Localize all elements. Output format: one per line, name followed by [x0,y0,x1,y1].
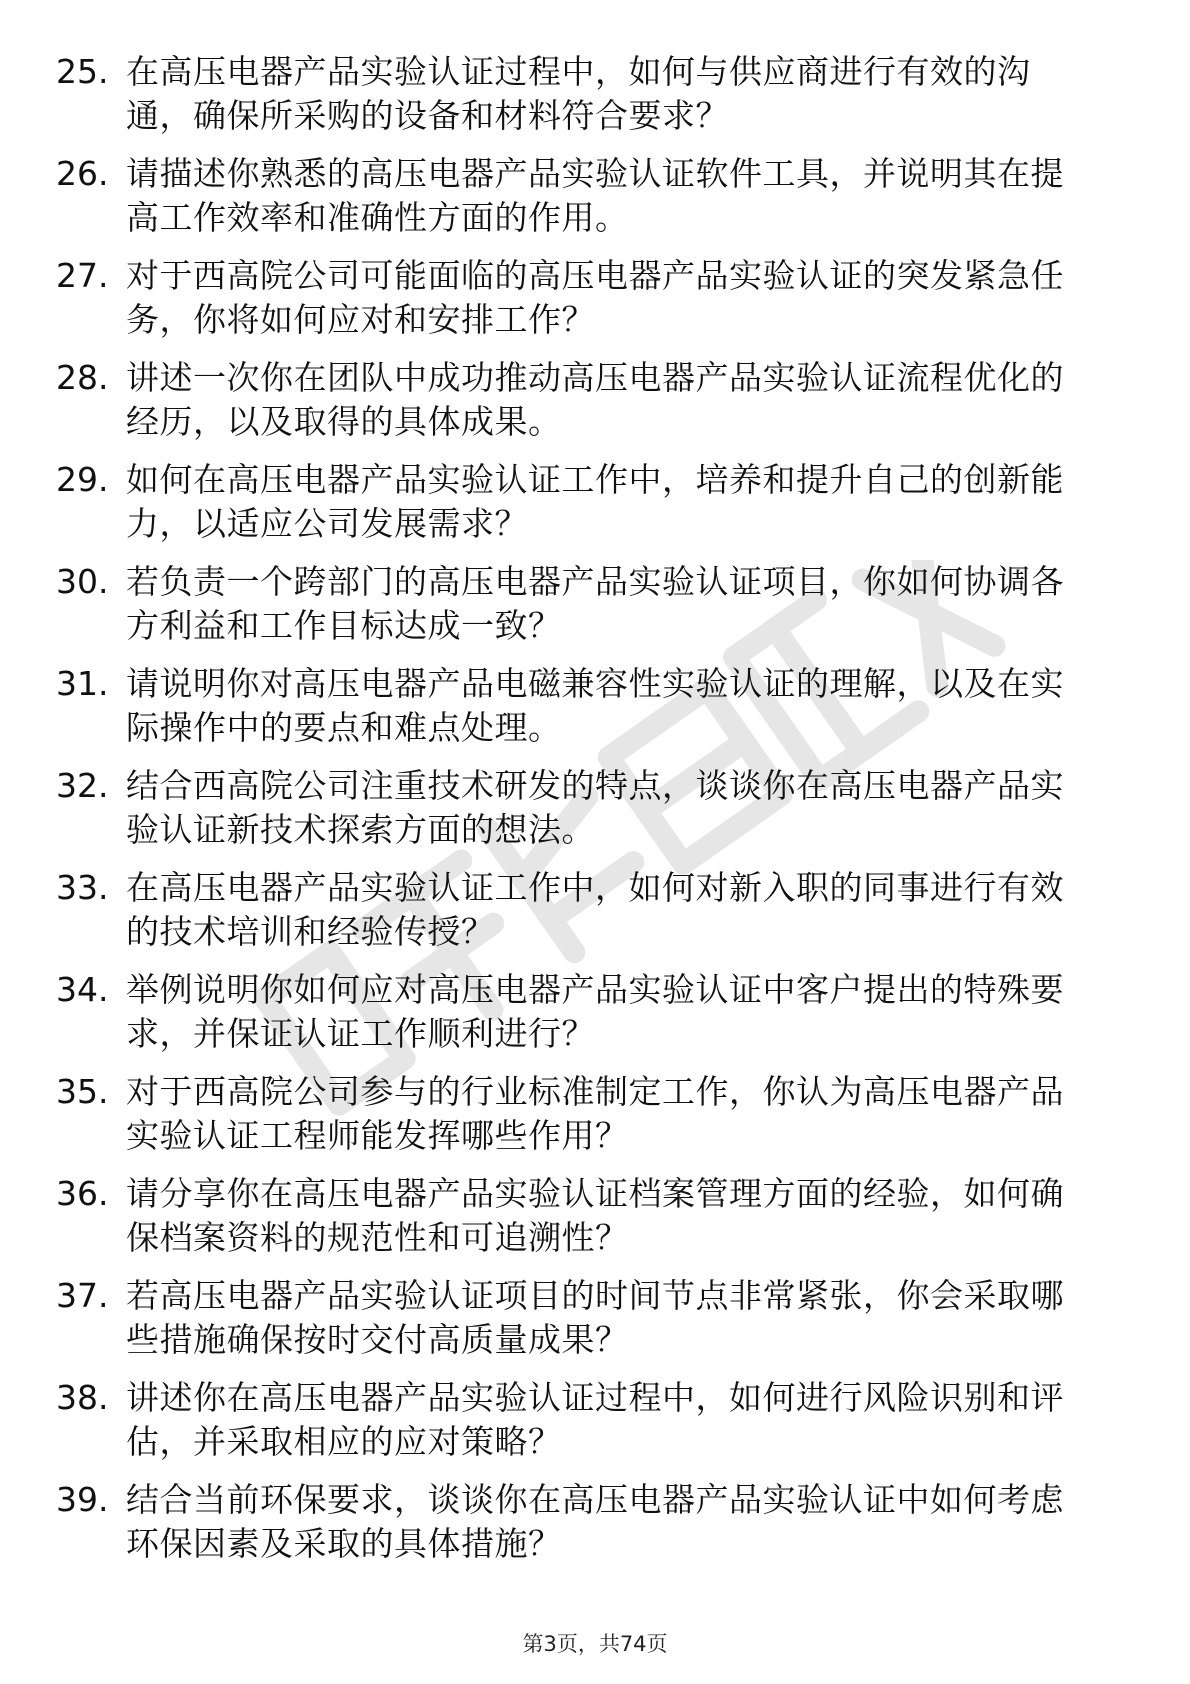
question-item [56,866,1096,968]
question-text: 请说明你对高压电器产品电磁兼容性实验认证的理解，以及在实际操作中的要点和难点处理。 [126,664,1064,747]
question-item [56,1478,1096,1580]
question-text: 请分享你在高压电器产品实验认证档案管理方面的经验，如何确保档案资料的规范性和可追溯性？ [126,1174,1064,1257]
question-item [56,458,1096,560]
question-item [56,254,1096,356]
question-number: 27. [56,256,109,295]
question-item [56,1172,1096,1274]
question-number: 25. [56,52,109,91]
question-text: 结合西高院公司注重技术研发的特点，谈谈你在高压电器产品实验认证新技术探索方面的想法。 [126,766,1064,849]
question-item [56,1376,1096,1478]
question-number: 37. [56,1276,109,1315]
question-item [56,560,1096,662]
question-number: 26. [56,154,109,193]
question-item [56,764,1096,866]
question-text: 对于西高院公司可能面临的高压电器产品实验认证的突发紧急任务，你将如何应对和安排工作？ [126,256,1064,339]
question-number: 38. [56,1378,109,1417]
question-number: 33. [56,868,109,907]
question-text: 在高压电器产品实验认证工作中，如何对新入职的同事进行有效的技术培训和经验传授？ [126,868,1064,951]
question-text: 对于西高院公司参与的行业标准制定工作，你认为高压电器产品实验认证工程师能发挥哪些作用？ [126,1072,1064,1155]
question-list [56,50,1096,1580]
question-number: 34. [56,970,109,1009]
question-number: 36. [56,1174,109,1213]
question-number: 39. [56,1480,109,1519]
question-item [56,968,1096,1070]
question-item [56,356,1096,458]
question-text: 请描述你熟悉的高压电器产品实验认证软件工具，并说明其在提高工作效率和准确性方面的作用。 [126,154,1064,237]
question-text: 如何在高压电器产品实验认证工作中，培养和提升自己的创新能力，以适应公司发展需求？ [126,460,1064,543]
question-text: 在高压电器产品实验认证过程中，如何与供应商进行有效的沟通，确保所采购的设备和材料符合要求？ [126,52,1031,135]
question-item [56,1274,1096,1376]
question-number: 28. [56,358,109,397]
question-number: 32. [56,766,109,805]
question-number: 29. [56,460,109,499]
question-number: 30. [56,562,109,601]
question-item [56,50,1096,152]
question-text: 讲述你在高压电器产品实验认证过程中，如何进行风险识别和评估，并采取相应的应对策略？ [126,1378,1064,1461]
question-text: 讲述一次你在团队中成功推动高压电器产品实验认证流程优化的经历，以及取得的具体成果。 [126,358,1064,441]
question-item [56,1070,1096,1172]
question-item [56,662,1096,764]
page-footer: 第3页，共74页 [522,1632,668,1656]
question-text: 举例说明你如何应对高压电器产品实验认证中客户提出的特殊要求，并保证认证工作顺利进行？ [126,970,1064,1053]
question-item [56,152,1096,254]
question-text: 结合当前环保要求，谈谈你在高压电器产品实验认证中如何考虑环保因素及采取的具体措施？ [126,1480,1064,1563]
question-text: 若高压电器产品实验认证项目的时间节点非常紧张，你会采取哪些措施确保按时交付高质量成果？ [126,1276,1064,1359]
question-number: 31. [56,664,109,703]
question-number: 35. [56,1072,109,1111]
question-text: 若负责一个跨部门的高压电器产品实验认证项目，你如何协调各方利益和工作目标达成一致？ [126,562,1064,645]
